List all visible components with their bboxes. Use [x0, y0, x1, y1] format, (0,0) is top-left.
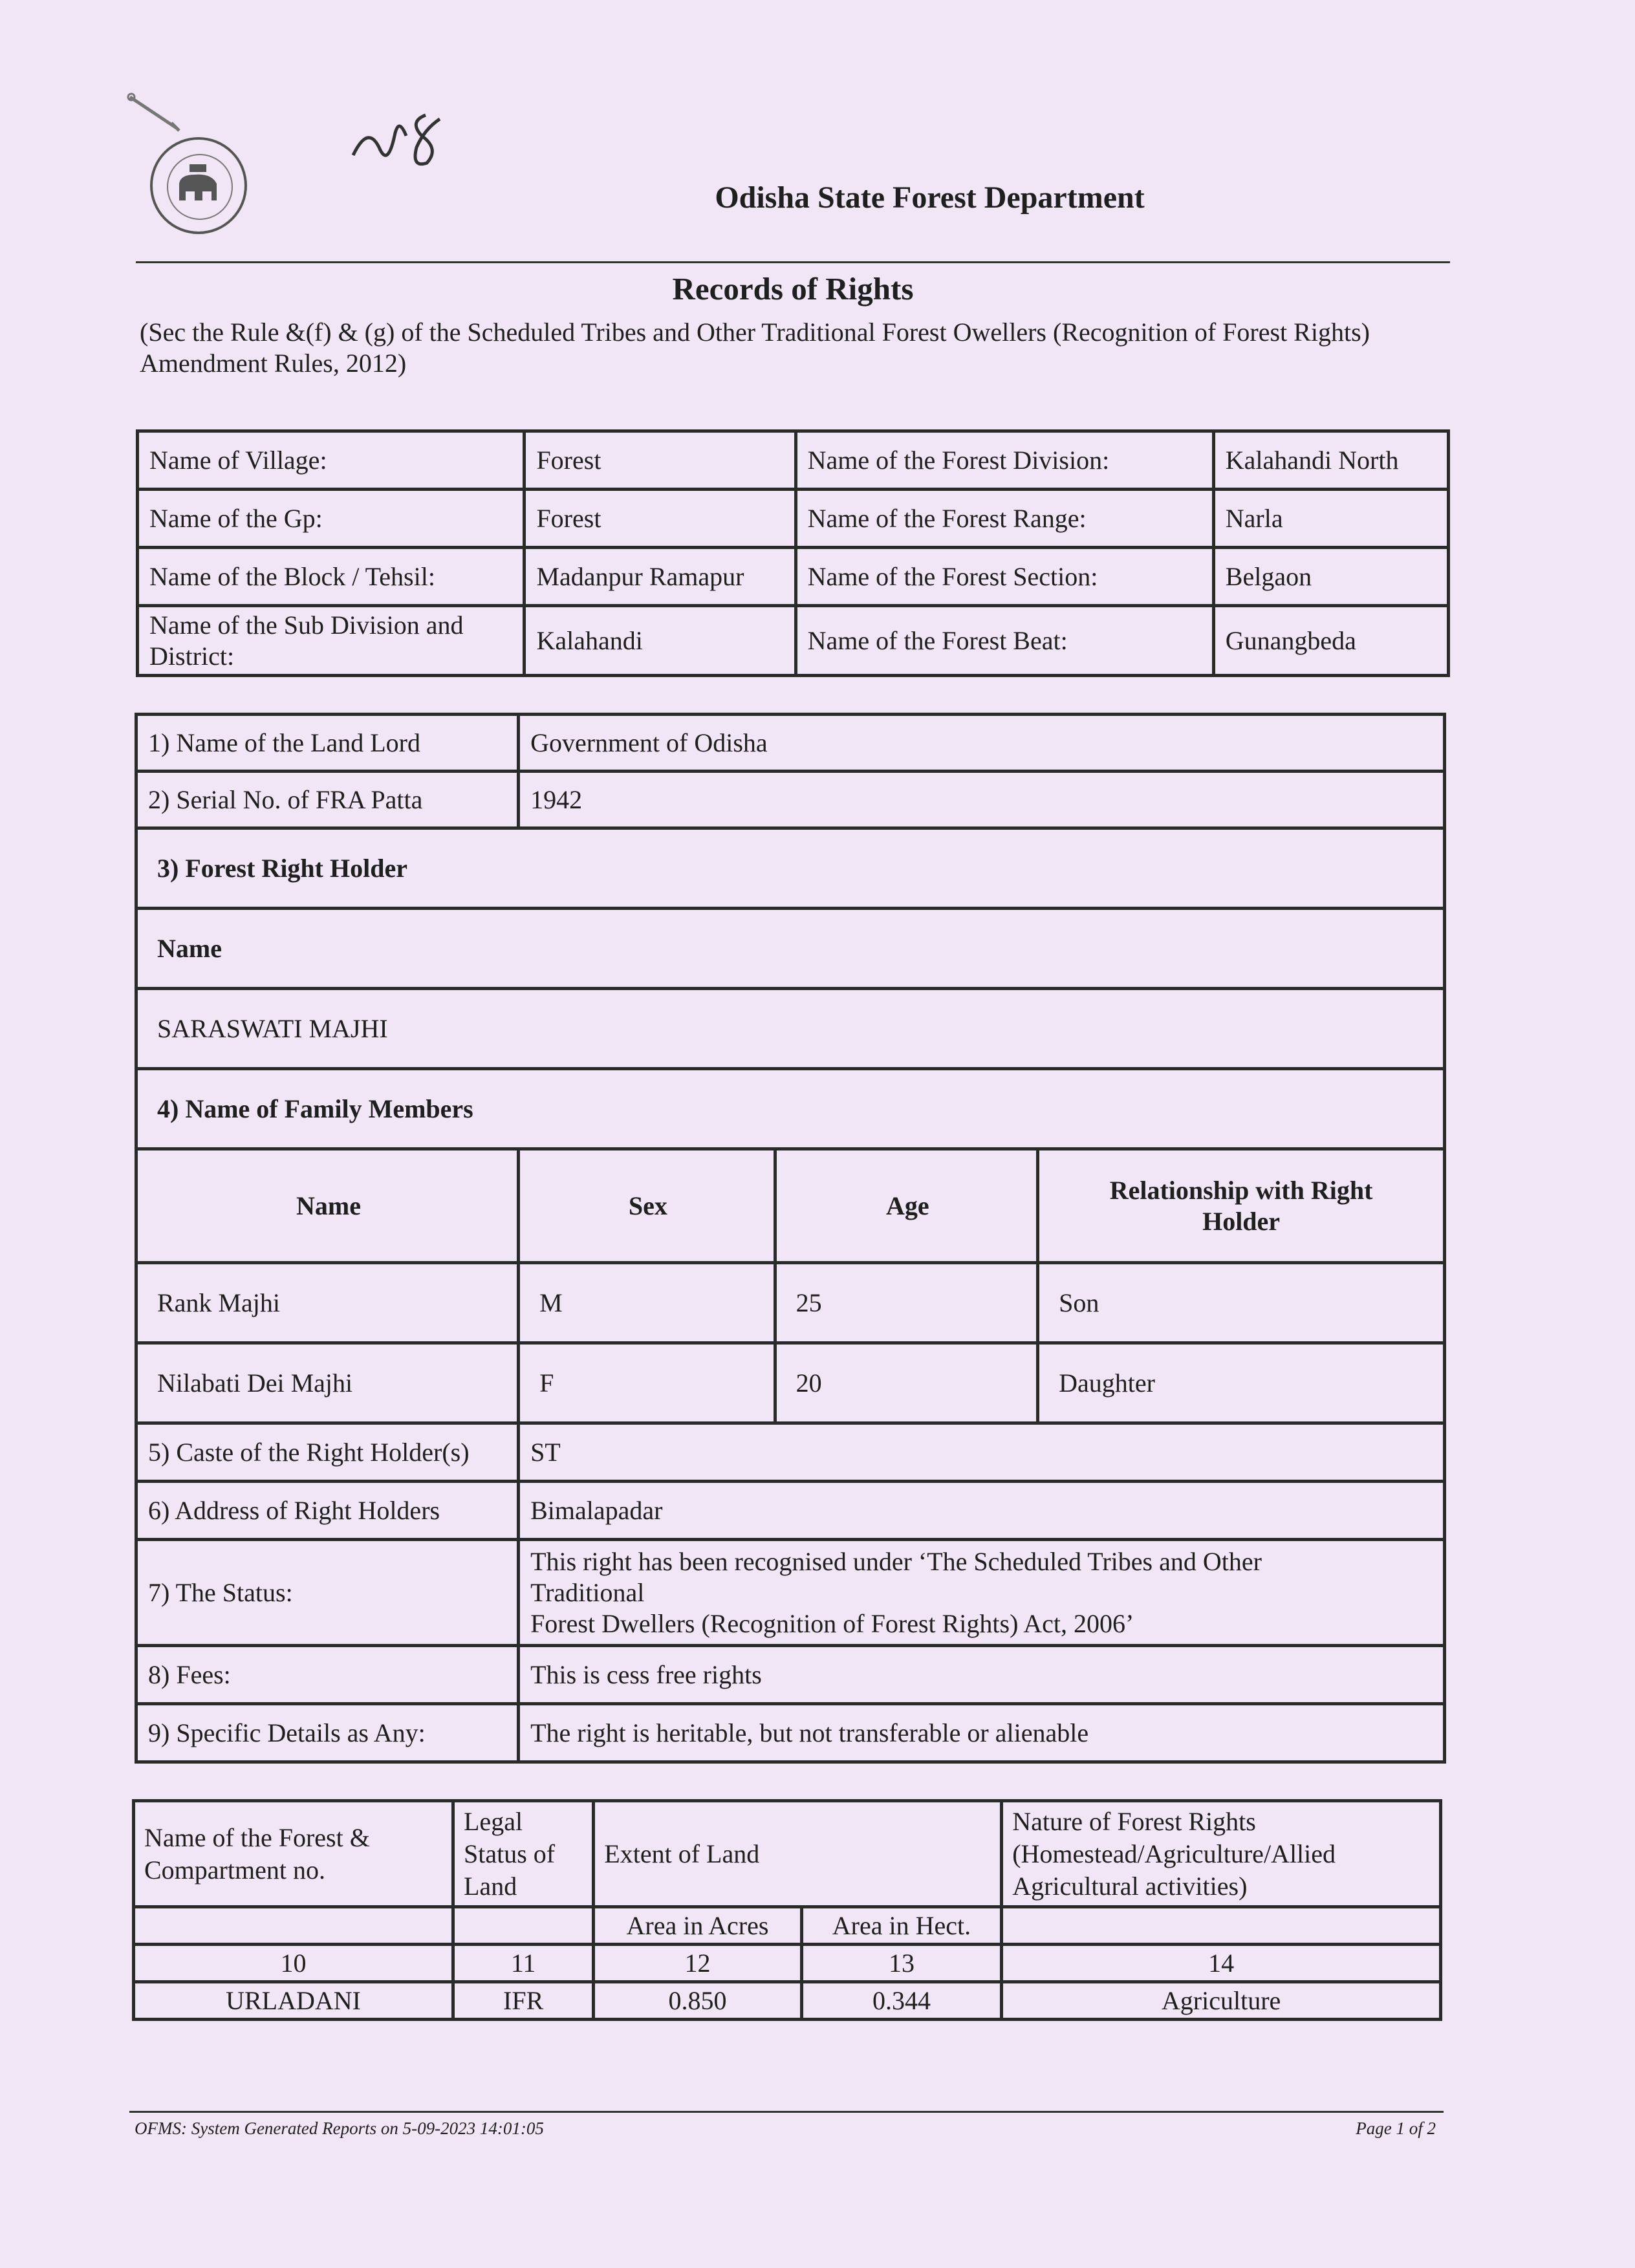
land-header-row	[134, 1801, 1441, 1907]
section-value: Belgaon	[1213, 548, 1448, 606]
col-area-hect: Area in Hect.	[801, 1907, 1001, 1945]
section-label: Name of the Forest Section:	[796, 548, 1213, 606]
forest-name: URLADANI	[134, 1982, 453, 2020]
fees-label: 8) Fees:	[136, 1646, 519, 1704]
land-details-table	[132, 1799, 1442, 2021]
column-number: 10	[134, 1945, 453, 1982]
division-value: Kalahandi North	[1213, 431, 1448, 490]
beat-label: Name of the Forest Beat:	[796, 606, 1213, 676]
range-value: Narla	[1213, 490, 1448, 548]
column-number: 11	[453, 1945, 594, 1982]
legal-status: IFR	[453, 1982, 594, 2020]
status-line: Forest Dwellers (Recognition of Forest Rights) Act, 2006’	[530, 1608, 1134, 1638]
page-number: Page 1 of 2	[1356, 2119, 1436, 2138]
fees-value: This is cess free rights	[519, 1646, 1445, 1704]
col-forest-compartment: Name of the Forest & Compartment no.	[134, 1801, 453, 1907]
table-row	[136, 1646, 1445, 1704]
landlord-value: Government of Odisha	[519, 715, 1445, 772]
table-row	[136, 715, 1445, 772]
family-col-relationship: Relationship with Right Holder	[1038, 1149, 1445, 1263]
table-row	[136, 828, 1445, 909]
handwritten-mark	[349, 110, 466, 168]
block-value: Madanpur Ramapur	[525, 548, 796, 606]
village-label: Name of Village:	[138, 431, 525, 490]
family-member-sex: M	[519, 1263, 775, 1343]
department-title: Odisha State Forest Department	[715, 180, 1145, 215]
empty-cell	[453, 1907, 594, 1945]
family-member-relationship: Daughter	[1038, 1343, 1445, 1423]
beat-value: Gunangbeda	[1213, 606, 1448, 676]
family-member-sex: F	[519, 1343, 775, 1423]
holder-name: SARASWATI MAJHI	[136, 989, 1445, 1069]
nature-of-rights: Agriculture	[1002, 1982, 1441, 2020]
table-row	[136, 1482, 1445, 1540]
area-acres: 0.850	[594, 1982, 801, 2020]
gp-value: Forest	[525, 490, 796, 548]
table-row	[138, 490, 1449, 548]
specific-value: The right is heritable, but not transferable or alienable	[519, 1704, 1445, 1762]
status-line: This right has been recognised under ‘The Scheduled Tribes and Other	[530, 1546, 1262, 1576]
land-data-row	[134, 1982, 1441, 2020]
table-row	[136, 1069, 1445, 1149]
column-number: 14	[1002, 1945, 1441, 1982]
empty-cell	[1002, 1907, 1441, 1945]
table-row	[136, 772, 1445, 828]
table-row	[138, 606, 1449, 676]
division-label: Name of the Forest Division:	[796, 431, 1213, 490]
empty-cell	[134, 1907, 453, 1945]
serial-value: 1942	[519, 772, 1445, 828]
table-row	[136, 1343, 1445, 1423]
status-line: Traditional	[530, 1577, 645, 1607]
land-number-row	[134, 1945, 1441, 1982]
family-col-sex: Sex	[519, 1149, 775, 1263]
footer-divider	[129, 2111, 1444, 2113]
block-label: Name of the Block / Tehsil:	[138, 548, 525, 606]
col-legal-status: Legal Status of Land	[453, 1801, 594, 1907]
subdivision-label: Name of the Sub Division and District:	[138, 606, 525, 676]
holder-heading: 3) Forest Right Holder	[136, 828, 1445, 909]
family-member-age: 25	[775, 1263, 1038, 1343]
family-col-age: Age	[775, 1149, 1038, 1263]
gp-label: Name of the Gp:	[138, 490, 525, 548]
family-heading: 4) Name of Family Members	[136, 1069, 1445, 1149]
header-divider	[136, 261, 1450, 263]
status-value	[519, 1540, 1445, 1646]
family-col-name: Name	[136, 1149, 519, 1263]
family-header-row	[136, 1149, 1445, 1263]
staple-pin-mark	[126, 91, 184, 136]
address-label: 6) Address of Right Holders	[136, 1482, 519, 1540]
family-member-age: 20	[775, 1343, 1038, 1423]
specific-label: 9) Specific Details as Any:	[136, 1704, 519, 1762]
caste-label: 5) Caste of the Right Holder(s)	[136, 1423, 519, 1482]
column-number: 12	[594, 1945, 801, 1982]
family-member-name: Rank Majhi	[136, 1263, 519, 1343]
name-heading: Name	[136, 909, 1445, 989]
status-label: 7) The Status:	[136, 1540, 519, 1646]
address-value: Bimalapadar	[519, 1482, 1445, 1540]
land-subheader-row	[134, 1907, 1441, 1945]
rules-reference: (Sec the Rule &(f) & (g) of the Scheduled Tribes and Other Traditional Forest Owellers (Recognition of Forest Rights) Amendment Rules, 2012)	[140, 318, 1370, 378]
table-row	[136, 1704, 1445, 1762]
col-area-acres: Area in Acres	[594, 1907, 801, 1945]
document-title: Records of Rights	[672, 271, 914, 307]
generated-timestamp: OFMS: System Generated Reports on 5-09-2023 14:01:05	[135, 2119, 544, 2138]
family-member-relationship: Son	[1038, 1263, 1445, 1343]
table-row	[136, 1423, 1445, 1482]
table-row	[138, 548, 1449, 606]
table-row	[136, 1263, 1445, 1343]
table-row	[136, 909, 1445, 989]
record-table	[135, 713, 1446, 1764]
column-number: 13	[801, 1945, 1001, 1982]
col-nature-of-rights: Nature of Forest Rights (Homestead/Agriculture/Allied Agricultural activities)	[1002, 1801, 1441, 1907]
location-table	[136, 429, 1450, 677]
table-row	[136, 1540, 1445, 1646]
landlord-label: 1) Name of the Land Lord	[136, 715, 519, 772]
caste-value: ST	[519, 1423, 1445, 1482]
subdivision-value: Kalahandi	[525, 606, 796, 676]
table-row	[138, 431, 1449, 490]
col-extent-of-land: Extent of Land	[594, 1801, 1002, 1907]
serial-label: 2) Serial No. of FRA Patta	[136, 772, 519, 828]
village-value: Forest	[525, 431, 796, 490]
area-hect: 0.344	[801, 1982, 1001, 2020]
family-member-name: Nilabati Dei Majhi	[136, 1343, 519, 1423]
table-row	[136, 989, 1445, 1069]
range-label: Name of the Forest Range:	[796, 490, 1213, 548]
